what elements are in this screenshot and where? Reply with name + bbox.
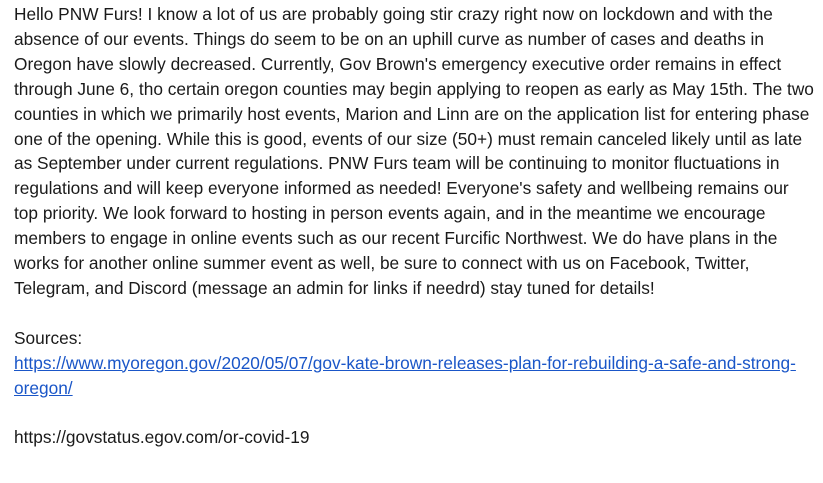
- paragraph-spacer: [14, 301, 814, 326]
- source-url-govstatus: https://govstatus.egov.com/or-covid-19: [14, 427, 310, 448]
- source-link-myoregon[interactable]: https://www.myoregon.gov/2020/05/07/gov-kate-brown-releases-plan-for-rebuilding-a-safe-and-strong-oregon/: [14, 352, 796, 398]
- sources-label: Sources:: [14, 327, 83, 348]
- post-body: Hello PNW Furs! I know a lot of us are probably going stir crazy right now on lockdown and with the absence of our events. Things do seem to be on an uphill curve as number of cases and deaths in Oregon have slowly decreased. Currently, Gov Brown's emergency executive order remains in effect through June 6, tho certain oregon counties may begin applying to reopen as early as May 15th. The two counties in which we primarily host events, Marion and Linn are on the application list for entering phase one of the opening. While this is good, events of our size (50+) must remain canceled likely until as late as September under current regulations. PNW Furs team will be continuing to monitor fluctuations in regulations and will keep everyone informed as needed! Everyone's safety and wellbeing remains our top priority. We look forward to hosting in person events again, and in the meantime we encourage members to engage in online events such as our recent Furcific Northwest. We do have plans in the works for another online summer event as well, be sure to connect with us on Facebook, Twitter, Telegram, and Discord (message an admin for links if needrd) stay tuned for details!: [14, 4, 814, 298]
- paragraph-spacer: [14, 400, 814, 425]
- post-content: [14, 2, 814, 450]
